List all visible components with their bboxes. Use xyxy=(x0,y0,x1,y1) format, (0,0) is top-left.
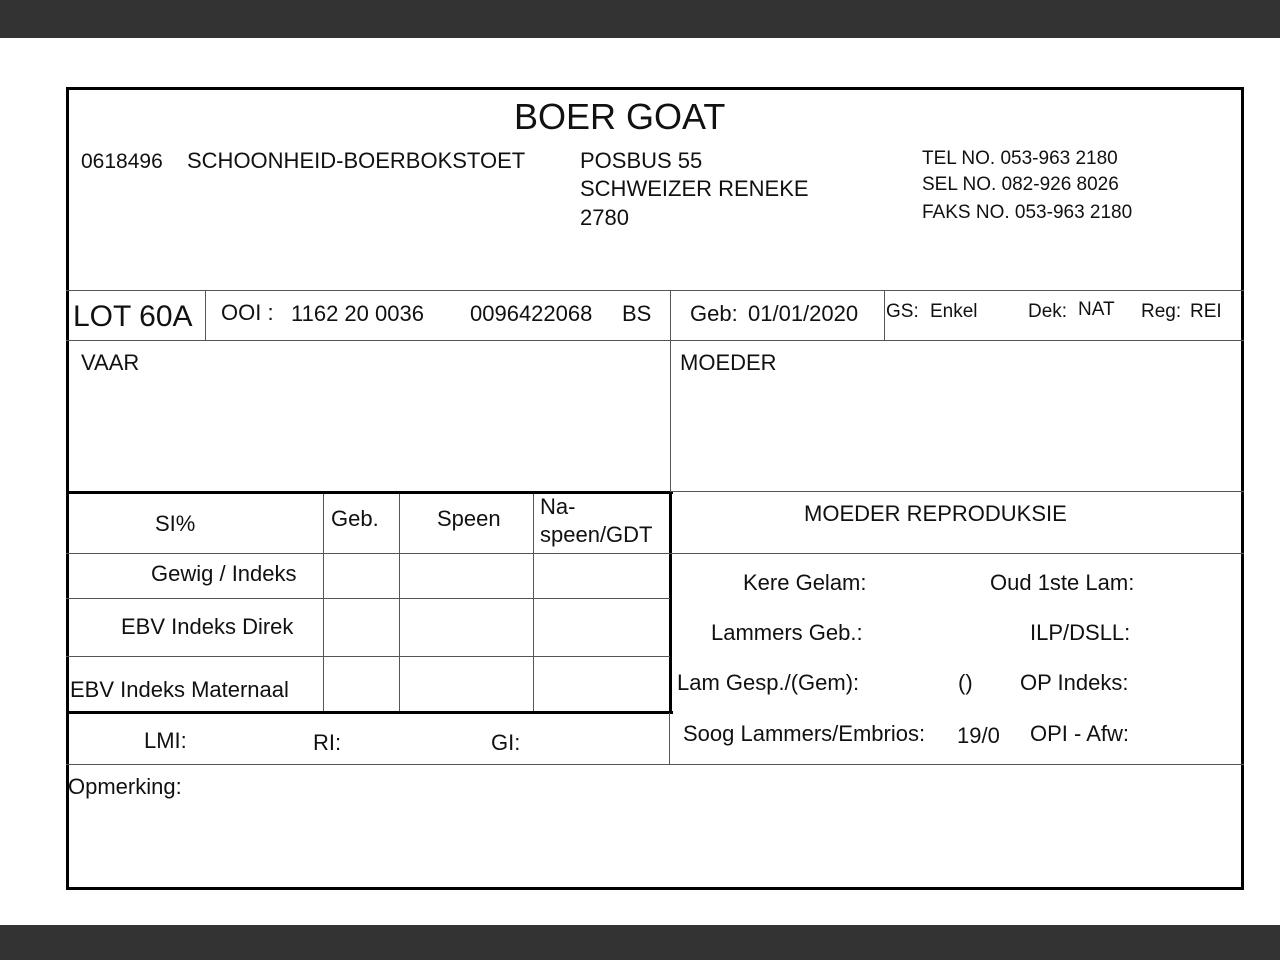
perf-col-line-1 xyxy=(323,494,324,711)
reg-value: REI xyxy=(1190,301,1222,322)
geb-label: Geb: xyxy=(690,301,738,326)
remarks-label: Opmerking: xyxy=(68,774,182,799)
lmi-label: LMI: xyxy=(144,728,187,753)
soog-value: 19/0 xyxy=(957,723,1000,748)
vaar-label: VAAR xyxy=(81,350,140,375)
oud-1ste-lam-label: Oud 1ste Lam: xyxy=(990,570,1135,595)
col-geb: Geb. xyxy=(331,506,379,531)
card-title: BOER GOAT xyxy=(514,96,726,137)
ilp-dsll-label: ILP/DSLL: xyxy=(1030,620,1131,645)
divider-lot-bottom xyxy=(66,340,1244,341)
lot-number: LOT 60A xyxy=(73,300,193,333)
opi-afw-label: OPI - Afw: xyxy=(1030,721,1130,746)
row-ebv-direk: EBV Indeks Direk xyxy=(121,614,294,639)
dek-value: NAT xyxy=(1078,299,1115,320)
perf-col-line-3 xyxy=(533,494,534,711)
soog-label: Soog Lammers/Embrios: xyxy=(683,721,926,746)
moeder-label: MOEDER xyxy=(680,350,777,375)
perf-col-line-2 xyxy=(399,494,400,711)
divider-lot-1 xyxy=(205,290,206,340)
perf-row-line-3 xyxy=(66,656,670,657)
ri-label: RI: xyxy=(313,730,342,755)
lammers-geb-label: Lammers Geb.: xyxy=(711,620,863,645)
address-line-2: SCHWEIZER RENEKE xyxy=(580,176,809,201)
col-naspeen-1: Na- xyxy=(540,494,576,519)
geb-value: 01/01/2020 xyxy=(748,301,859,326)
divider-repro-top xyxy=(670,491,1244,492)
divider-lot-top xyxy=(66,290,1244,291)
lam-gesp-value: () xyxy=(958,670,973,695)
divider-parents xyxy=(670,340,671,492)
faks-number: FAKS NO. 053-963 2180 xyxy=(922,202,1133,223)
divider-remarks-top xyxy=(66,764,1244,765)
breeder-code: 0618496 xyxy=(81,150,163,173)
divider-lot-2 xyxy=(670,290,671,340)
perf-frame-right xyxy=(669,491,672,714)
op-indeks-label: OP Indeks: xyxy=(1020,670,1129,695)
id-suffix: BS xyxy=(622,301,652,326)
row-gewig-indeks: Gewig / Indeks xyxy=(151,561,297,586)
gs-label: GS: xyxy=(886,301,919,322)
col-speen: Speen xyxy=(437,506,501,531)
ooi-number: 1162 20 0036 xyxy=(291,301,424,326)
kere-gelam-label: Kere Gelam: xyxy=(743,570,867,595)
perf-frame-top xyxy=(66,491,673,494)
repro-heading: MOEDER REPRODUKSIE xyxy=(804,501,1067,526)
perf-row-line-2 xyxy=(66,598,670,599)
row-ebv-maternaal: EBV Indeks Maternaal xyxy=(70,677,289,702)
gi-label: GI: xyxy=(491,730,521,755)
divider-lmi-right xyxy=(669,713,670,764)
perf-frame-bottom xyxy=(66,711,673,714)
dek-label: Dek: xyxy=(1028,301,1068,322)
id-number: 0096422068 xyxy=(470,301,593,326)
perf-row-line-1 xyxy=(66,553,670,554)
divider-lot-3 xyxy=(884,290,885,340)
ooi-label: OOI : xyxy=(221,300,274,325)
reg-label: Reg: xyxy=(1141,301,1182,322)
divider-repro-heading xyxy=(670,553,1244,554)
tel-number: TEL NO. 053-963 2180 xyxy=(922,148,1118,169)
gs-value: Enkel xyxy=(930,301,978,322)
address-line-3: 2780 xyxy=(580,205,629,230)
si-label: SI% xyxy=(155,511,196,536)
top-dark-bar xyxy=(0,0,1280,38)
bottom-dark-bar xyxy=(0,925,1280,960)
lam-gesp-label: Lam Gesp./(Gem): xyxy=(677,670,860,695)
address-line-1: POSBUS 55 xyxy=(580,148,703,173)
col-naspeen-2: speen/GDT xyxy=(540,522,653,547)
breeder-name: SCHOONHEID-BOERBOKSTOET xyxy=(187,148,526,173)
sel-number: SEL NO. 082-926 8026 xyxy=(922,174,1119,195)
